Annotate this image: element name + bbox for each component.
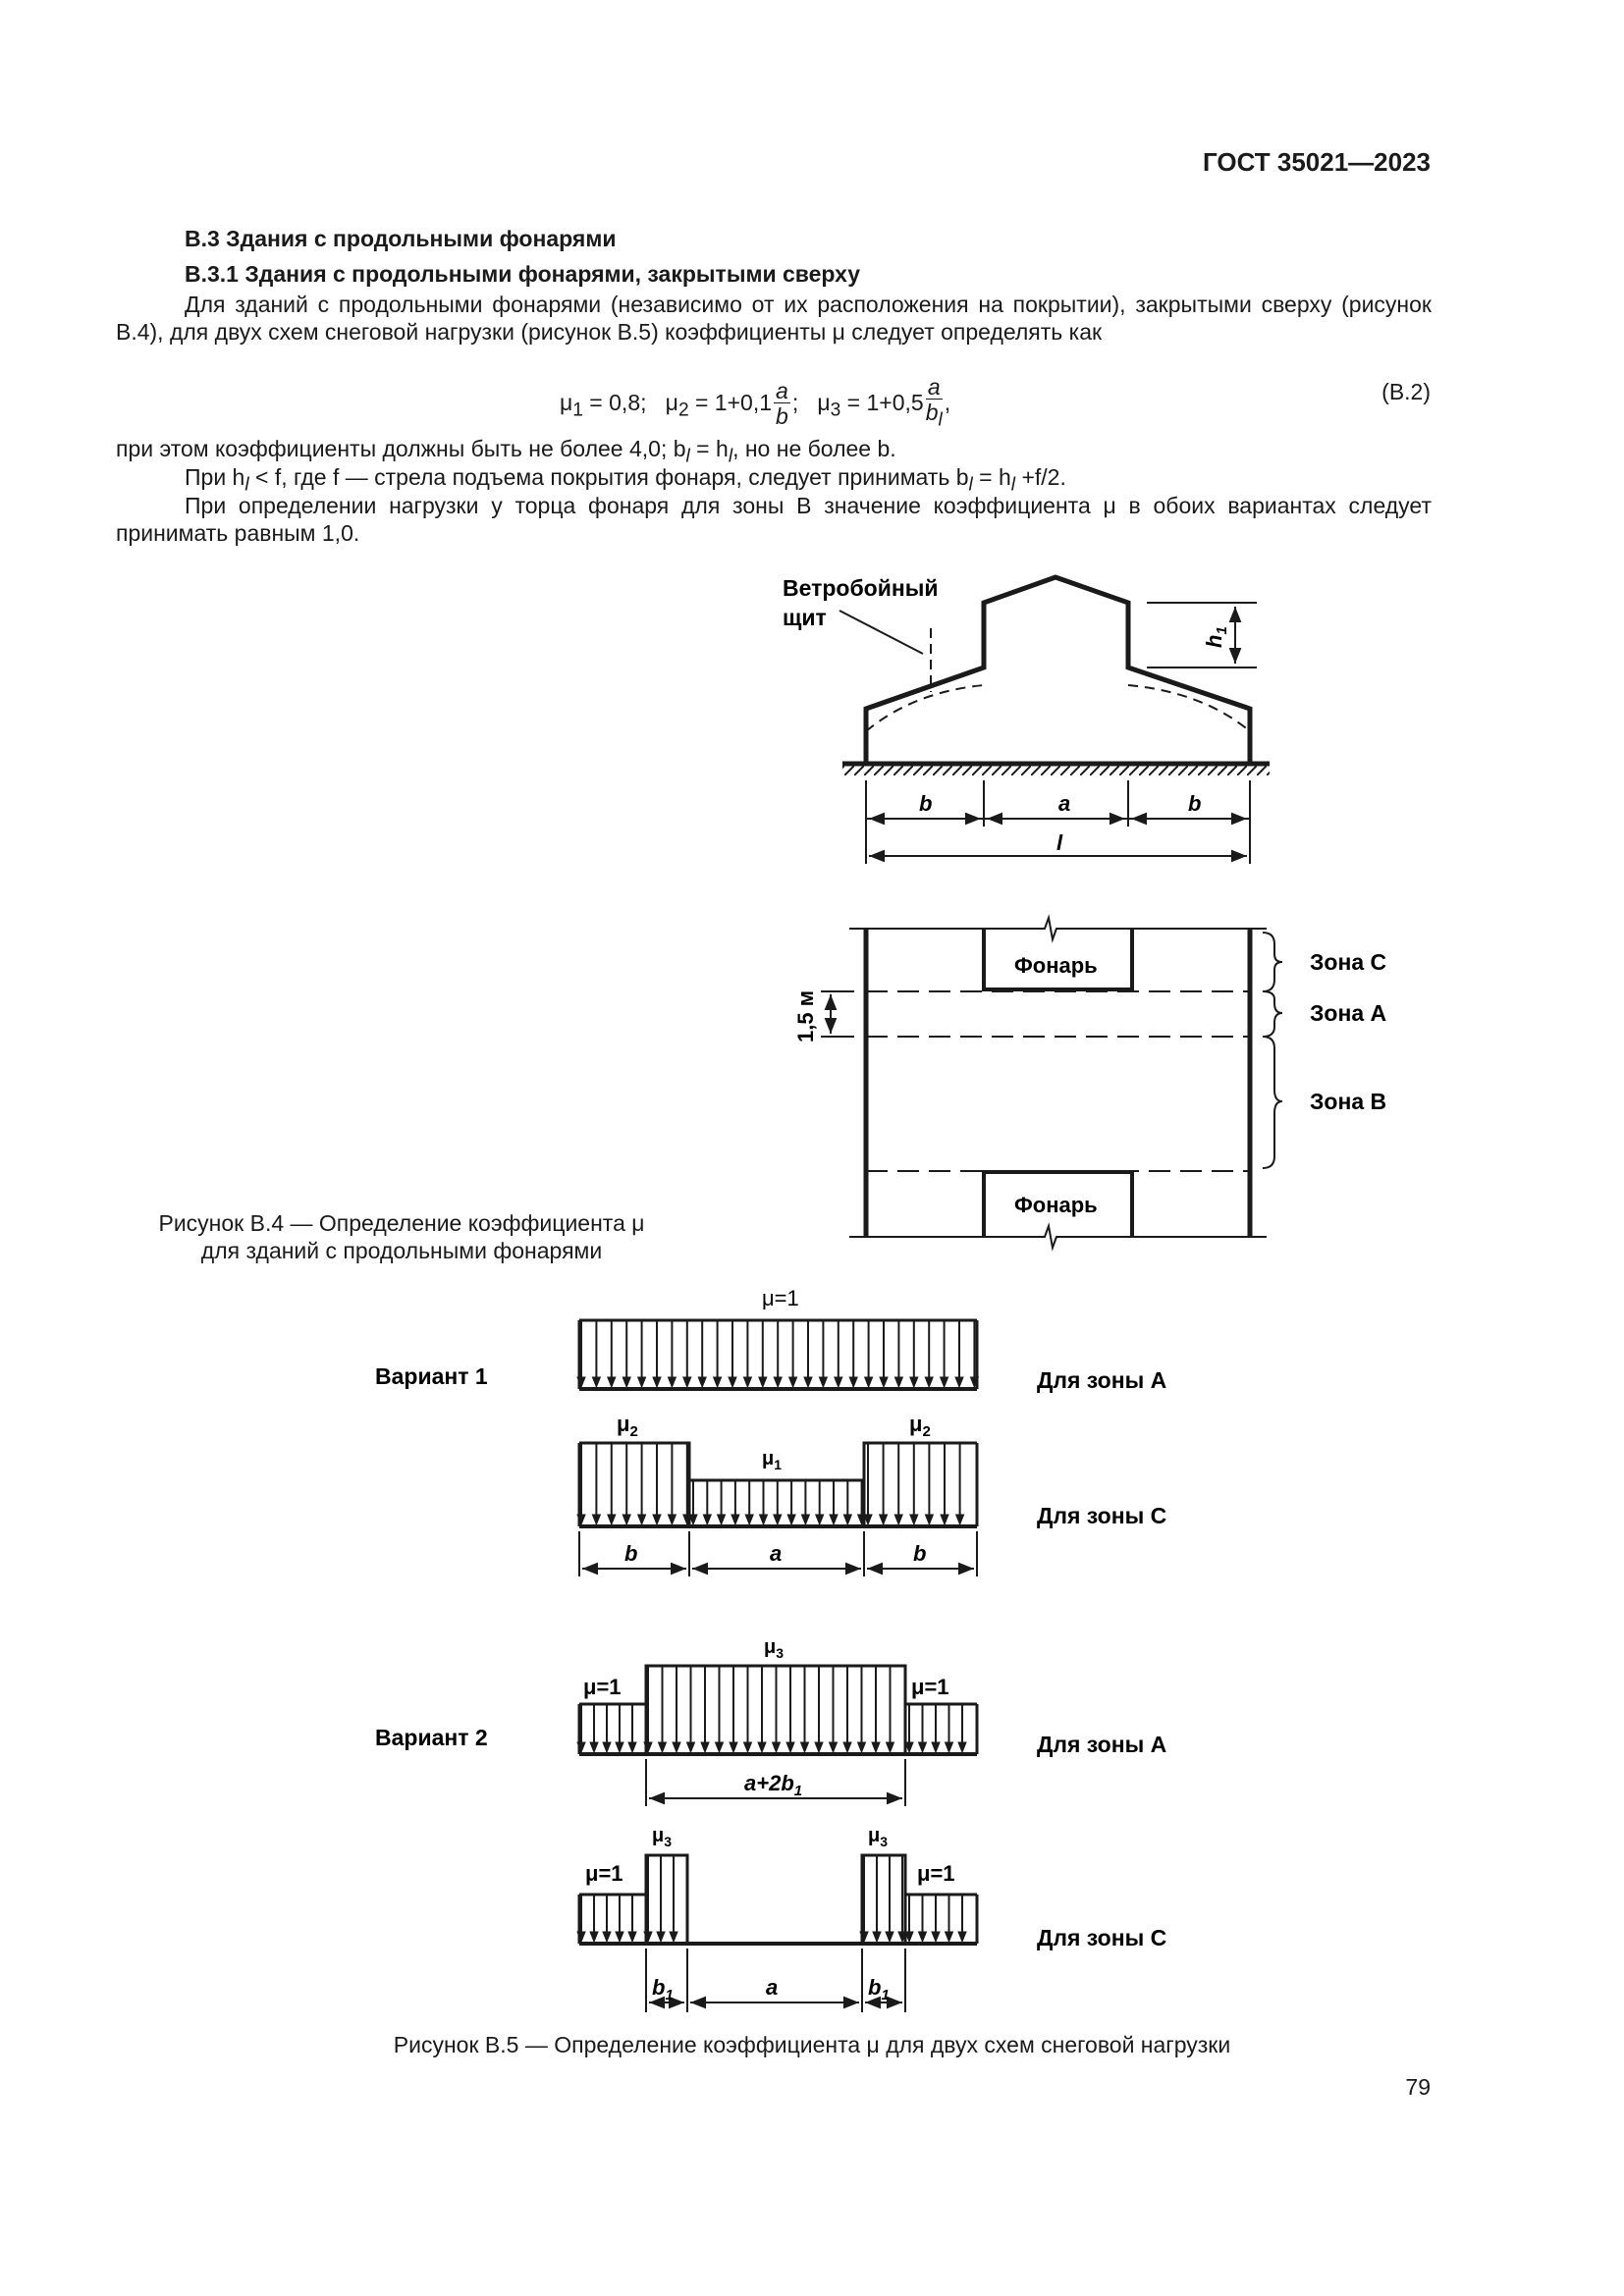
v1-zone-a-label: Для зоны А [1037,1367,1167,1393]
load-arrow-head [946,1932,953,1942]
load-arrow-head [653,1515,661,1524]
mu-eq-1-v2c-left: μ=1 [585,1861,623,1886]
lantern-label-top: Фонарь [1014,953,1098,978]
load-arrow-head [894,1515,902,1524]
load-arrow-head [925,1377,933,1387]
load-arrow-head [773,1742,781,1752]
dim-b-right: b [1188,791,1202,816]
v2-zone-a-label: Для зоны А [1037,1732,1167,1757]
section-title: В.3 Здания с продольными фонарями [185,226,617,251]
load-arrow-head [592,1377,600,1387]
mu2-left: $\mu_2$ [617,1412,638,1440]
load-arrow-head [603,1742,611,1752]
load-arrow-head [843,1742,851,1752]
load-arrow-head [683,1377,691,1387]
load-arrow-head [743,1377,751,1387]
mu1-center: $\mu_1$ [762,1448,783,1472]
load-arrow-head [925,1515,933,1524]
zone-c-label: Зона С [1310,949,1387,975]
load-arrow-head [801,1515,809,1524]
dim-b-left: b [919,791,933,816]
v1-dim-b-right: b [913,1541,927,1566]
paragraph-2: при этом коэффициенты должны быть не более 4,0; $b_l = h_l$, но не более b. [116,436,896,467]
page-number: 79 [1405,2074,1431,2100]
load-arrow-head [673,1742,680,1752]
load-arrow-head [758,1742,766,1752]
load-arrow-head [910,1377,918,1387]
load-arrow-head [608,1515,616,1524]
load-arrow-head [830,1742,838,1752]
load-arrow-head [941,1377,948,1387]
load-arrow-head [716,1742,724,1752]
load-arrow-head [687,1742,695,1752]
document-header: ГОСТ 35021—2023 [1203,147,1431,177]
load-arrow-head [623,1515,630,1524]
wind-shield-label-2: щит [783,605,827,630]
load-arrow-head [858,1742,866,1752]
mu3-center: $\mu_3$ [764,1636,785,1661]
load-arrow-head [590,1742,598,1752]
load-arrow-head [668,1515,676,1524]
paragraph-3: При $h_l < f$, где f — стрела подъема покрытия фонаря, следует принимать $b_l = h_l +f/2$. [185,464,1066,496]
load-arrow-head [801,1742,809,1752]
lantern-label-bottom: Фонарь [1014,1193,1098,1217]
load-arrow-head [603,1932,611,1942]
v2-dim-a: a [766,1975,779,2000]
load-arrow-head [701,1742,709,1752]
load-arrow-head [835,1377,842,1387]
load-arrow-head [872,1742,880,1752]
load-arrow-head [759,1377,767,1387]
load-arrow-head [932,1932,940,1942]
load-arrow-head [592,1515,600,1524]
load-arrow-head [608,1377,616,1387]
load-arrow-head [955,1377,963,1387]
load-arrow-head [894,1377,902,1387]
load-arrow-head [670,1932,677,1942]
v2-zone-c-label: Для зоны С [1037,1925,1167,1950]
load-arrow-head [718,1515,726,1524]
figure-b4-caption: Рисунок В.4 — Определение коэффициента μ для зданий с продольными фонарями [158,1210,645,1263]
formula-b2: $\mu_1 = 0,8$; $\mu_2 = 1+0,1$ $\frac{a}{b}$ ; $\mu_3 = 1+0,5$ $\frac{a}{b_l}$ , (В.2) [560,374,1431,431]
load-arrow-head [774,1377,782,1387]
load-arrow-head [628,1932,636,1942]
load-arrow-head [638,1515,646,1524]
figure-b5-caption: Рисунок В.5 — Определение коэффициента μ для двух схем снеговой нагрузки [393,2032,1231,2057]
dim-a: a [1058,791,1071,816]
v1-dim-a: a [770,1541,783,1566]
load-arrow-head [849,1377,857,1387]
v1-dim-b-left: b [624,1541,638,1566]
load-arrow-head [590,1932,598,1942]
load-arrow-head [774,1515,782,1524]
load-arrow-head [815,1742,823,1752]
load-arrow-head [819,1377,827,1387]
load-arrow-head [714,1377,722,1387]
dim-a-2b1: $a+2b_1$ [744,1771,803,1799]
load-arrow-head [919,1742,927,1752]
load-arrow-head [843,1515,851,1524]
paragraph-1: Для зданий с продольными фонарями (независимо от их расположения на покрытии), закрытыми сверху (рисунок В.4), для двух схем снеговой нагрузки (рисунок В.5) коэффициенты μ следует определять как [116,292,1432,345]
subsection-title: В.3.1 Здания с продольными фонарями, закрытыми сверху [185,261,861,287]
load-arrow-head [730,1742,737,1752]
dim-l: l [1056,830,1063,855]
load-arrow-head [703,1515,711,1524]
v2-dim-b1-right: $b_1$ [868,1975,890,2003]
variant-1-label: Вариант 1 [375,1363,488,1389]
mu2-right: $\mu_2$ [909,1412,931,1440]
load-arrow-head [638,1377,646,1387]
paragraph-4: При определении нагрузки у торца фонаря для зоны В значение коэффициента μ в обоих вариантах следует принимать равным 1,0. [116,493,1432,546]
mu-eq-1-v1a: μ=1 [762,1286,799,1310]
load-arrow-head [616,1932,623,1942]
load-arrow-head [623,1377,630,1387]
load-arrow-head [941,1515,948,1524]
variant-2-label: Вариант 2 [375,1725,488,1750]
load-arrow-head [958,1742,966,1752]
load-arrow-head [956,1515,964,1524]
load-arrow-head [880,1377,888,1387]
wind-shield-label: Ветробойный [783,575,939,601]
load-arrow-head [919,1932,927,1942]
mu3-left: $\mu_3$ [652,1825,673,1849]
load-arrow-head [932,1742,940,1752]
v2-dim-b1-left: $b_1$ [652,1975,674,2003]
load-arrow-head [657,1932,665,1942]
load-arrow-head [789,1377,797,1387]
load-arrow-head [760,1515,768,1524]
load-arrow-head [910,1515,918,1524]
load-arrow-head [616,1742,623,1752]
load-arrow-head [729,1377,736,1387]
mu-eq-1-v2c-right: μ=1 [917,1861,955,1886]
load-arrow-head [816,1515,824,1524]
dim-h1: $h_1$ [1202,626,1230,648]
load-arrow-head [659,1742,667,1752]
equation-number: (В.2) [1381,379,1431,404]
mu-eq-1-v2a-left: μ=1 [583,1675,622,1699]
load-arrow-head [744,1742,752,1752]
load-arrow-head [698,1377,706,1387]
v1-zone-c-label: Для зоны С [1037,1503,1167,1528]
load-arrow-head [958,1932,966,1942]
load-arrow-head [787,1515,795,1524]
dim-1-5m: 1,5 м [793,990,818,1042]
load-arrow-head [668,1377,676,1387]
load-arrow-head [804,1377,812,1387]
load-arrow-head [873,1932,881,1942]
load-arrow-head [830,1515,838,1524]
load-arrow-head [653,1377,661,1387]
load-arrow-head [731,1515,739,1524]
load-arrow-head [887,1742,894,1752]
zone-b-label: Зона В [1310,1089,1387,1114]
load-arrow-head [745,1515,753,1524]
load-arrow-head [786,1742,794,1752]
zone-a-label: Зона А [1310,1000,1387,1026]
load-arrow-head [886,1932,893,1942]
load-arrow-head [880,1515,888,1524]
mu3-right: $\mu_3$ [868,1825,889,1849]
load-arrow-head [865,1377,873,1387]
load-arrow-head [946,1742,953,1752]
load-arrow-head [628,1742,636,1752]
mu-eq-1-v2a-right: μ=1 [911,1675,949,1699]
